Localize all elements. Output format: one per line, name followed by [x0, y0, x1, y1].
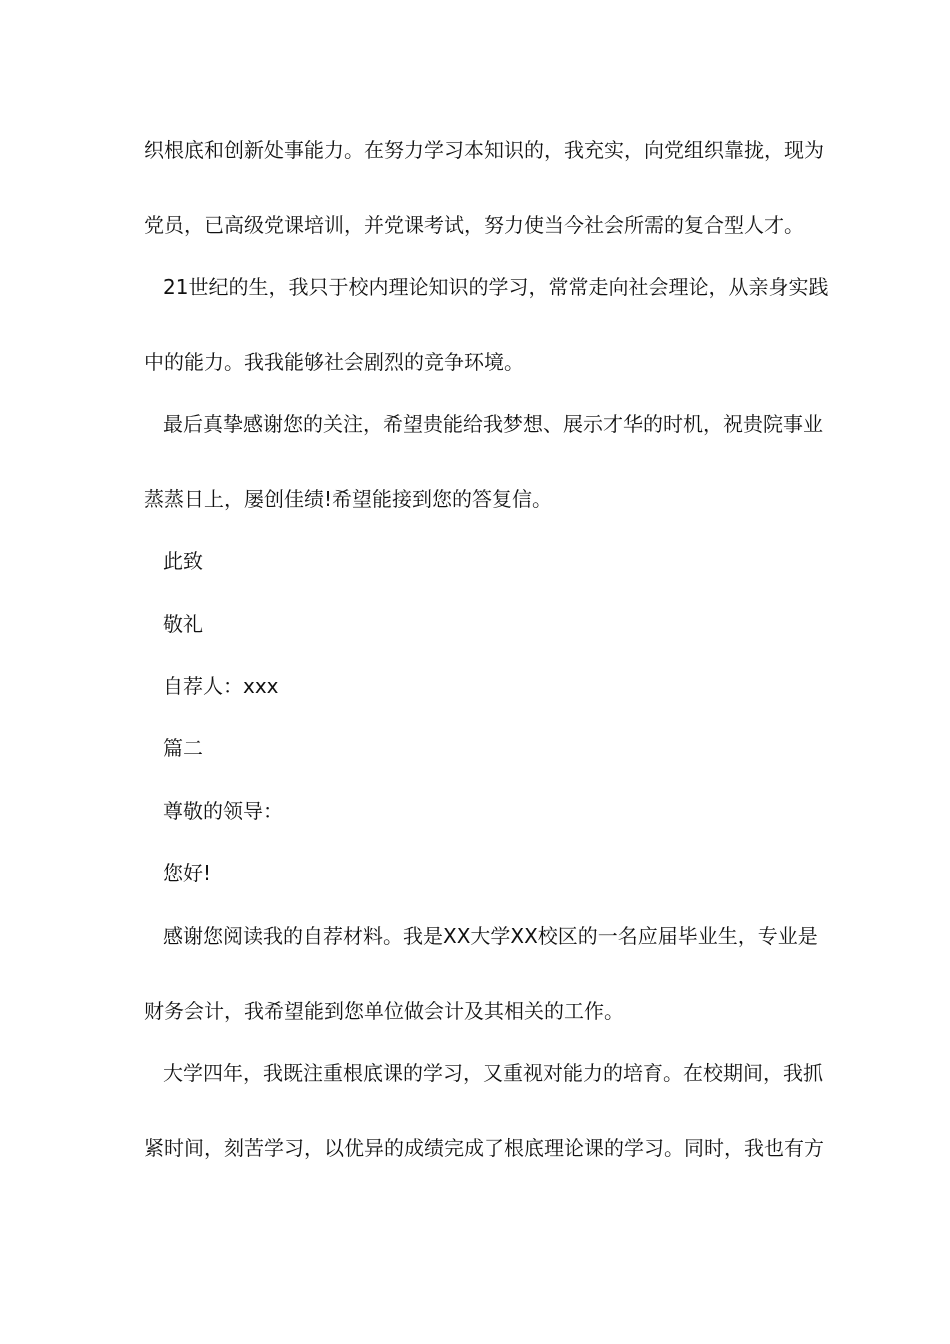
text-line: 蒸蒸日上，屡创佳绩!希望能接到您的答复信。: [144, 487, 553, 511]
text-line: 最后真挚感谢您的关注，希望贵能给我梦想、展示才华的时机，祝贵院事业: [163, 412, 823, 436]
text-line: 党员，已高级党课培训，并党课考试，努力使当今社会所需的复合型人才。: [144, 213, 804, 237]
section-heading: 篇二: [163, 736, 203, 760]
greeting: 您好!: [163, 861, 212, 885]
text-line: 此致: [163, 549, 203, 573]
text-line: 感谢您阅读我的自荐材料。我是XX大学XX校区的一名应届毕业生，专业是: [163, 924, 818, 948]
salutation: 尊敬的领导：: [163, 799, 283, 823]
text-line: 紧时间，刻苦学习，以优异的成绩完成了根底理论课的学习。同时，我也有方: [144, 1136, 824, 1160]
text-line: 大学四年，我既注重根底课的学习，又重视对能力的培育。在校期间，我抓: [163, 1061, 823, 1085]
text-line: 财务会计，我希望能到您单位做会计及其相关的工作。: [144, 999, 624, 1023]
text-line: 中的能力。我我能够社会剧烈的竞争环境。: [144, 350, 524, 374]
signature-line: 自荐人：xxx: [163, 674, 279, 698]
text-line: 21世纪的生，我只于校内理论知识的学习，常常走向社会理论，从亲身实践: [163, 275, 829, 299]
text-line: 织根底和创新处事能力。在努力学习本知识的，我充实，向党组织靠拢，现为: [144, 138, 824, 162]
text-line: 敬礼: [163, 612, 203, 636]
